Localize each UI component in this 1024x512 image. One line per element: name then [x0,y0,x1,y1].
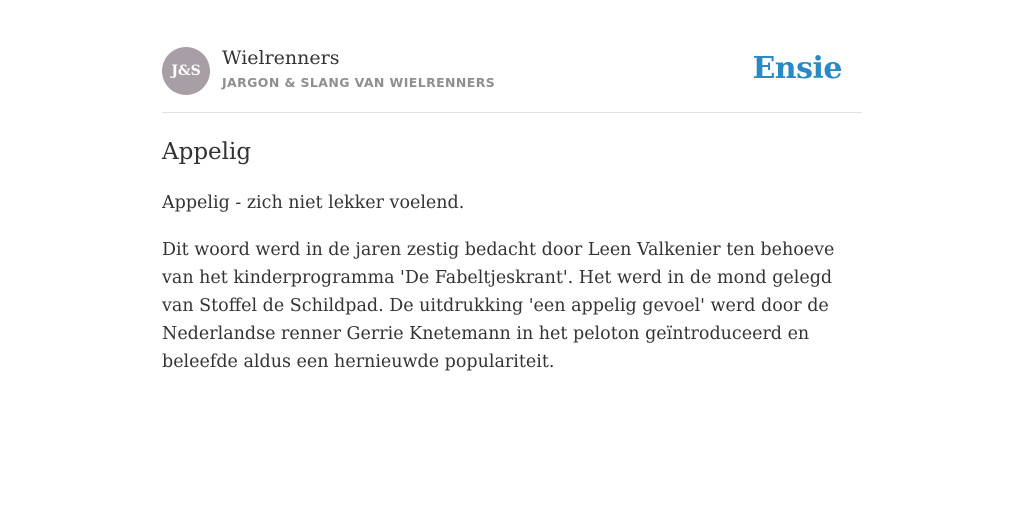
site-info [222,46,495,91]
entry-title: Appelig [162,139,252,165]
header [162,0,862,113]
site-title[interactable]: Wielrenners [222,47,340,69]
definition-long: Dit woord werd in de jaren zestig bedacht door Leen Valkenier ten behoeve van het kinderprogramma 'De Fabeltjeskrant'. Het werd in de mond gelegd van Stoffel de Schildpad. De uitdrukking 'een appelig gevoel' werd door de Nederlandse renner Gerrie Knetemann in het peloton geïntroduceerd en beleefde aldus een hernieuwde populariteit. [162,240,835,372]
avatar[interactable] [162,47,210,95]
site-subtitle: JARGON & SLANG VAN WIELRENNERS [222,75,496,90]
brand-logo[interactable]: Ensie [752,51,842,86]
definition-short: Appelig - zich niet lekker voelend. [162,193,465,213]
entry-content [162,113,862,376]
avatar-initials: J&S [171,63,201,79]
page [162,0,862,376]
